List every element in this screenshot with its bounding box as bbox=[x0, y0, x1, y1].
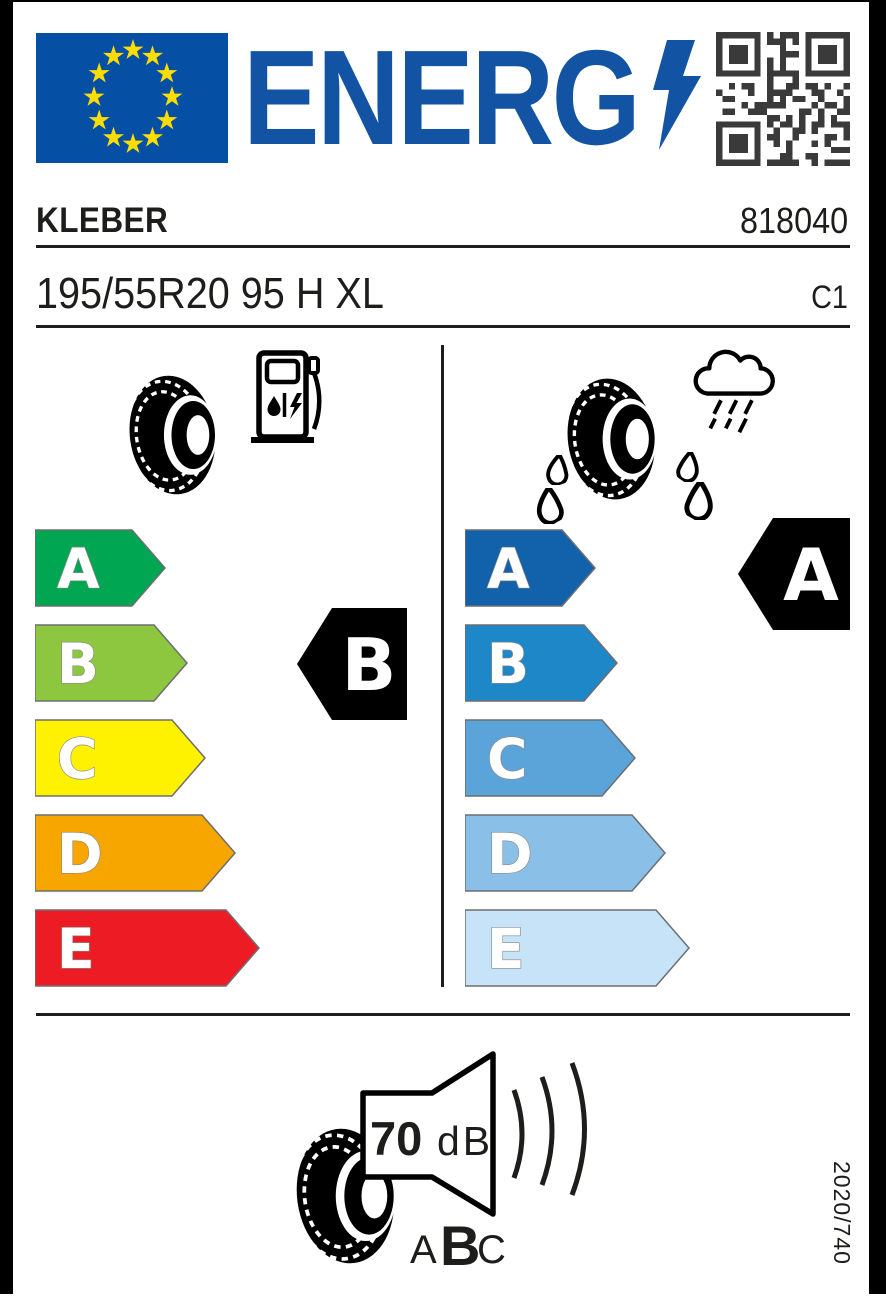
fuel-pump-icon bbox=[250, 349, 330, 444]
top-border bbox=[0, 0, 886, 2]
wet-grip-scale bbox=[465, 515, 860, 993]
fuel-rating-letter: B bbox=[341, 623, 397, 707]
regulation-reference: 2020/740 bbox=[829, 1161, 855, 1265]
noise-unit: dB bbox=[437, 1118, 494, 1164]
rain-cloud-icon bbox=[686, 348, 783, 440]
divider-line-3 bbox=[36, 1013, 850, 1016]
wet-scale-letter-c: C bbox=[487, 727, 528, 791]
lightning-bolt-icon bbox=[653, 40, 701, 150]
noise-class-b: B bbox=[440, 1214, 481, 1277]
fuel-scale-letter-a: A bbox=[57, 537, 100, 601]
fuel-scale-letter-e: E bbox=[57, 917, 95, 981]
column-divider bbox=[441, 345, 444, 987]
eu-flag bbox=[36, 33, 228, 163]
wet-scale-letter-a: A bbox=[487, 537, 530, 601]
qr-code-modules bbox=[716, 32, 850, 166]
splash-drop-icon bbox=[672, 452, 706, 482]
wet-scale-arrow-a bbox=[465, 530, 595, 606]
fuel-scale-letter-c: C bbox=[57, 727, 98, 791]
splash-drop-icon bbox=[540, 455, 574, 485]
energy-logo-text: ENERG bbox=[243, 22, 639, 173]
wet-scale-letter-b: B bbox=[487, 632, 529, 696]
noise-class-a: A bbox=[410, 1228, 437, 1272]
qr-code bbox=[716, 32, 850, 166]
size-designation: 195/55R20 95 H XL bbox=[36, 269, 384, 318]
noise-value: 70 bbox=[370, 1112, 423, 1165]
fuel-scale-arrow-a bbox=[35, 530, 165, 606]
brand-name: KLEBER bbox=[36, 201, 169, 240]
tyre-icon bbox=[566, 370, 672, 508]
article-number: 818040 bbox=[739, 200, 848, 241]
right-border bbox=[869, 0, 886, 1294]
fuel-efficiency-scale bbox=[35, 515, 415, 993]
noise-class-c: C bbox=[477, 1228, 506, 1272]
tyre-icon bbox=[128, 366, 232, 504]
left-border bbox=[0, 0, 13, 1294]
divider-line-2 bbox=[36, 325, 850, 328]
fuel-scale-letter-d: D bbox=[57, 822, 103, 886]
sound-wave-icon bbox=[514, 1063, 585, 1195]
divider-line-1 bbox=[36, 245, 850, 248]
noise-section bbox=[290, 1045, 630, 1297]
wet-scale-letter-e: E bbox=[487, 917, 525, 981]
tyre-class: C1 bbox=[811, 279, 848, 315]
wet-rating-letter: A bbox=[783, 533, 839, 617]
fuel-scale-letter-b: B bbox=[57, 632, 99, 696]
wet-scale-letter-d: D bbox=[487, 822, 533, 886]
